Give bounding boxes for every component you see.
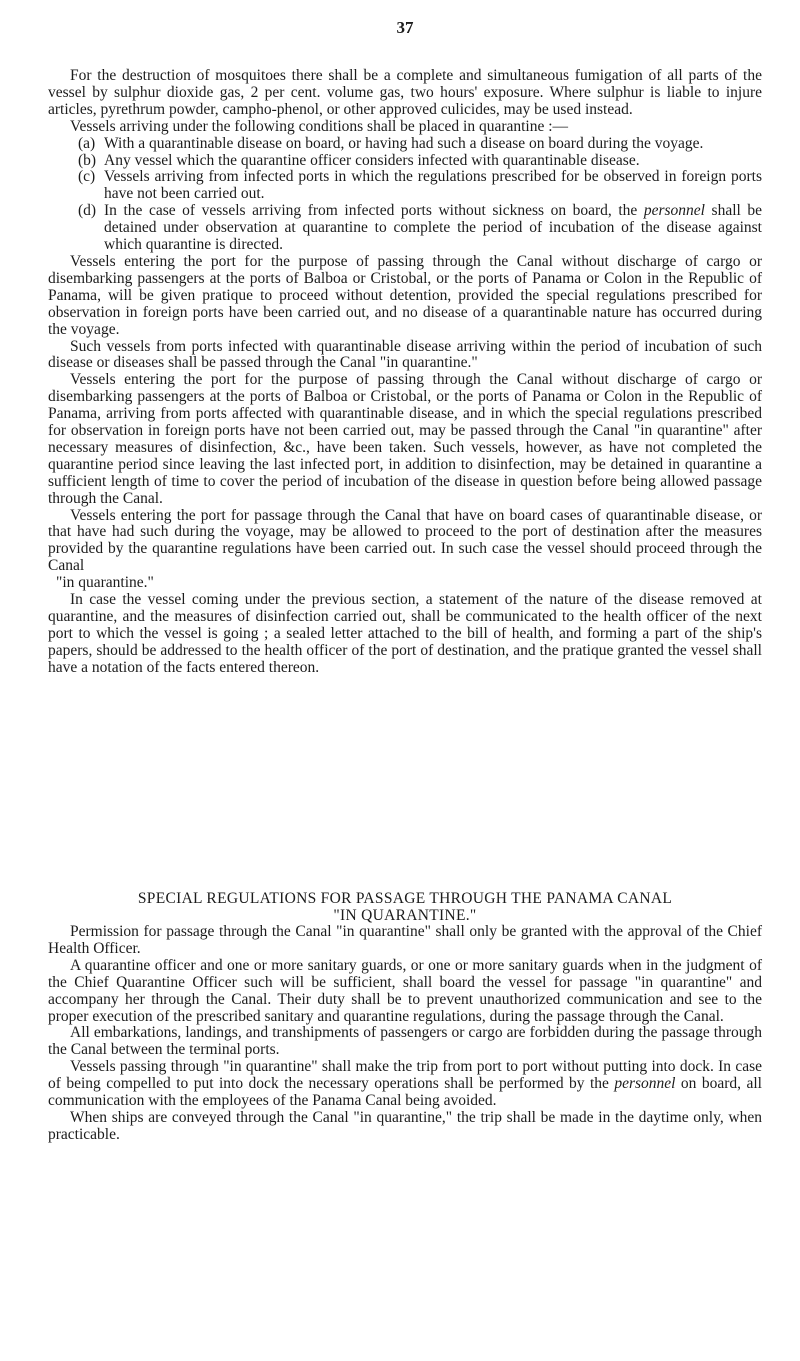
infected-ports-paragraph: Such vessels from ports infected with quarantinable disease arriving within the period of incubation of such disease or diseases shall be passed through the Canal "in quarantine."	[48, 337, 762, 372]
dock-paragraph	[48, 1059, 762, 1110]
document-page	[48, 0, 762, 1361]
emphasis-personnel: personnel	[614, 1075, 676, 1093]
section-subheading: "IN QUARANTINE."	[333, 907, 477, 924]
cases-on-board-paragraph: Vessels entering the port for passage through the Canal that have on board cases of quarantinable disease, or that have had such during the voyage, may be allowed to proceed to the port of destination after the measures provided by the quarantine regulations have been carried out. In such case the vessel should proceed through the Canal	[48, 506, 762, 575]
page-number: 37	[396, 18, 414, 37]
quarantine-conditions-section	[48, 68, 762, 677]
embarkations-paragraph: All embarkations, landings, and transhipments of passengers or cargo are forbidden during the passage through the Canal between the terminal ports.	[48, 1024, 762, 1059]
condition-item-c	[48, 169, 762, 203]
quarantine-officer-paragraph: A quarantine officer and one or more sanitary guards, or one or more sanitary guards when in the judgment of the Chief Quarantine Officer such will be sufficient, shall board the vessel for passage "in quarantine" and accompany her through the Canal. Their duty shall be to prevent unauthorized communication and see to the proper execution of the prescribed sanitary and quarantine regulations, during the passage through the Canal.	[48, 956, 762, 1025]
list-text: Any vessel which the quarantine officer considers infected with quarantinable disease.	[104, 151, 640, 169]
list-text: Vessels arriving from infected ports in which the regulations prescribed for be observed in foreign ports have not been carried out.	[104, 168, 762, 203]
text-run: Vessels passing through "in quarantine" shall make the trip from port to port without putting into dock. In case of being compelled to put into dock the necessary operations shall be performed by the	[48, 1058, 762, 1093]
transit-without-discharge-paragraph: Vessels entering the port for the purpose of passing through the Canal without discharge of cargo or disembarking passengers at the ports of Balboa or Cristobal, or the ports of Panama or Colon in the Republic of Panama, will be given pratique to proceed without detention, provided the special regulations prescribed for observation in foreign ports have been carried out, and no disease of a quarantinable nature has occurred during the voyage.	[48, 252, 762, 338]
list-marker: (a)	[78, 134, 96, 152]
text-run: on board, all communication with the employees of the Panama Canal being avoided.	[48, 1075, 762, 1110]
list-text	[104, 203, 762, 254]
conditions-intro-paragraph: Vessels arriving under the following conditions shall be placed in quarantine :—	[70, 117, 569, 135]
statement-of-disease-paragraph: In case the vessel coming under the previous section, a statement of the nature of the disease removed at quarantine, and the measures of disinfection carried out, shall be communicated to the health officer of the next port to which the vessel is going ; a sealed letter attached to the bill of health, and forming a part of the ship's papers, should be addressed to the health officer of the port of destination, and the pratique granted the vessel shall have a notation of the facts entered thereon.	[48, 591, 762, 676]
in-quarantine-line: "in quarantine."	[56, 574, 154, 592]
condition-item-d	[48, 203, 762, 254]
text-run: In the case of vessels arriving from infected ports without sickness on board, the	[104, 202, 644, 220]
condition-item-a	[48, 136, 762, 153]
daytime-paragraph: When ships are conveyed through the Canal "in quarantine," the trip shall be made in the daytime only, when practicable.	[48, 1108, 762, 1143]
condition-item-b	[48, 153, 762, 170]
section-heading: SPECIAL REGULATIONS FOR PASSAGE THROUGH THE PANAMA CANAL	[137, 890, 673, 907]
special-regulations-section	[48, 890, 762, 1144]
list-text: With a quarantinable disease on board, or having had such a disease on board during the voyage.	[104, 134, 704, 152]
permission-paragraph: Permission for passage through the Canal "in quarantine" shall only be granted with the approval of the Chief Health Officer.	[48, 923, 762, 957]
emphasis-personnel: personnel	[643, 202, 705, 220]
disinfection-paragraph: Vessels entering the port for the purpose of passing through the Canal without discharge of cargo or disembarking passengers at the ports of Balboa or Cristobal, or the ports of Panama or Colon in the Republic of Panama, arriving from ports affected with quarantinable disease, and in which the special regulations prescribed for observation in foreign ports have not been carried out, may be passed through the Canal "in quarantine" after necessary measures of disinfection, &c., have been taken. Such vessels, however, as have not completed the quarantine period since leaving the last infected port, in addition to disinfection, may be detained in quarantine a sufficient length of time to cover the period of incubation of the disease in question before being allowed passage through the Canal.	[48, 371, 762, 507]
list-marker: (d)	[78, 202, 97, 220]
list-marker: (b)	[78, 151, 97, 169]
list-marker: (c)	[78, 168, 96, 186]
fumigation-paragraph: For the destruction of mosquitoes there shall be a complete and simultaneous fumigation of all parts of the vessel by sulphur dioxide gas, 2 per cent. volume gas, two hours' exposure. Where sulphur is liable to injure articles, pyrethrum powder, campho-phenol, or other approved culicides, may be used instead.	[48, 67, 762, 118]
text-run: shall be detained under observation at quarantine to complete the period of incubation of the disease against which quarantine is directed.	[104, 202, 762, 254]
